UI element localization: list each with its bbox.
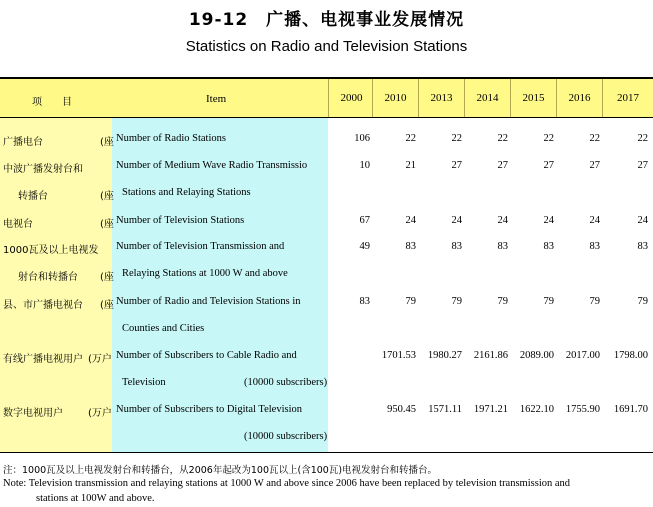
row-6-item-en-line-1: Number of Subscribers to Digital Television <box>116 404 303 415</box>
row-2-value-2015: 24 <box>543 215 554 226</box>
year-header-4: 2015 <box>510 79 556 117</box>
row-2-value-2016: 24 <box>589 215 600 226</box>
page-subtitle: Statistics on Radio and Television Stations <box>185 38 468 55</box>
header-item-cn: 项 目 <box>32 97 72 108</box>
row-5-unit: (万户 <box>88 354 112 365</box>
row-4-value-2000: 83 <box>359 296 370 307</box>
row-5-value-2016: 2017.00 <box>565 350 600 361</box>
row-5-value-2010: 1701.53 <box>381 350 416 361</box>
row-1-item-cn-line-1: 中波广播发射台和 <box>3 164 83 175</box>
note-english-line-2: stations at 100W and above. <box>36 493 155 504</box>
row-3-value-2013: 83 <box>451 241 462 252</box>
row-3-item-cn-line-2: 射台和转播台 <box>18 272 78 283</box>
row-1-value-2017: 27 <box>637 160 648 171</box>
row-2-unit: (座 <box>100 219 114 230</box>
row-1-value-2014: 27 <box>497 160 508 171</box>
page-title: 19-12 广播、电视事业发展情况 <box>188 10 465 30</box>
row-1-item-en-line-2: Stations and Relaying Stations <box>122 187 251 198</box>
row-6-value-2014: 1971.21 <box>473 404 508 415</box>
row-3-value-2014: 83 <box>497 241 508 252</box>
header-item-en: Item <box>206 93 227 105</box>
row-1-value-2016: 27 <box>589 160 600 171</box>
row-3-item-cn-line-1: 1000瓦及以上电视发 <box>3 245 99 256</box>
row-0-item-en-line-1: Number of Radio Stations <box>116 133 226 144</box>
row-0-value-2017: 22 <box>637 133 648 144</box>
row-0-value-2000: 106 <box>354 133 370 144</box>
row-1-item-cn-line-2: 转播台 <box>18 191 48 202</box>
row-6-item-cn-line-1: 数字电视用户 <box>3 408 63 419</box>
note-chinese: 注：1000瓦及以上电视发射台和转播台，从2006年起改为100瓦以上(含100瓦)电视发射台和转播台。 <box>3 465 438 476</box>
row-0-value-2013: 22 <box>451 133 462 144</box>
row-2-value-2013: 24 <box>451 215 462 226</box>
row-6-value-2015: 1622.10 <box>519 404 554 415</box>
row-1-value-2010: 21 <box>405 160 416 171</box>
row-2-value-2017: 24 <box>637 215 648 226</box>
row-1-value-2013: 27 <box>451 160 462 171</box>
row-6-value-2016: 1755.90 <box>565 404 600 415</box>
row-6-en-unit: (10000 subscribers) <box>244 431 328 442</box>
row-0-item-cn-line-1: 广播电台 <box>3 137 43 148</box>
year-header-1: 2010 <box>372 79 418 117</box>
row-1-item-en-line-1: Number of Medium Wave Radio Transmissio <box>116 160 308 171</box>
row-4-item-en-line-1: Number of Radio and Television Stations in <box>116 296 301 307</box>
row-2-item-en-line-1: Number of Television Stations <box>116 215 245 226</box>
header-rule <box>0 117 653 118</box>
row-3-item-en-line-1: Number of Television Transmission and <box>116 241 285 252</box>
row-6-value-2017: 1691.70 <box>613 404 648 415</box>
row-2-item-cn-line-1: 电视台 <box>3 219 33 230</box>
top-rule <box>0 77 653 79</box>
row-4-unit: (座 <box>100 300 114 311</box>
row-3-value-2016: 83 <box>589 241 600 252</box>
year-header-0: 2000 <box>328 79 374 117</box>
row-0-value-2014: 22 <box>497 133 508 144</box>
row-2-value-2000: 67 <box>359 215 370 226</box>
row-0-value-2015: 22 <box>543 133 554 144</box>
row-3-value-2000: 49 <box>359 241 370 252</box>
row-5-item-cn-line-1: 有线广播电视用户 <box>3 354 83 365</box>
row-0-value-2016: 22 <box>589 133 600 144</box>
row-5-value-2013: 1980.27 <box>427 350 462 361</box>
bottom-rule <box>0 452 653 453</box>
row-1-value-2015: 27 <box>543 160 554 171</box>
year-header-6: 2017 <box>602 79 653 117</box>
row-6-value-2013: 1571.11 <box>428 404 462 415</box>
row-2-value-2014: 24 <box>497 215 508 226</box>
row-4-item-cn-line-1: 县、市广播电视台 <box>3 300 83 311</box>
year-header-3: 2014 <box>464 79 510 117</box>
year-header-2: 2013 <box>418 79 464 117</box>
row-0-unit: (座 <box>100 137 114 148</box>
row-5-item-en-line-2: Television <box>122 377 166 388</box>
row-3-value-2010: 83 <box>405 241 416 252</box>
row-5-value-2017: 1798.00 <box>613 350 648 361</box>
row-4-value-2013: 79 <box>451 296 462 307</box>
row-4-item-en-line-2: Counties and Cities <box>122 323 205 334</box>
row-1-unit: (座 <box>100 191 114 202</box>
row-4-value-2016: 79 <box>589 296 600 307</box>
row-1-value-2000: 10 <box>359 160 370 171</box>
row-3-unit: (座 <box>100 272 114 283</box>
row-6-value-2010: 950.45 <box>387 404 416 415</box>
row-3-value-2017: 83 <box>637 241 648 252</box>
row-2-value-2010: 24 <box>405 215 416 226</box>
row-3-item-en-line-2: Relaying Stations at 1000 W and above <box>122 268 288 279</box>
row-4-value-2014: 79 <box>497 296 508 307</box>
year-header-5: 2016 <box>556 79 602 117</box>
row-5-en-unit: (10000 subscribers) <box>244 377 328 388</box>
row-0-value-2010: 22 <box>405 133 416 144</box>
row-4-value-2015: 79 <box>543 296 554 307</box>
row-5-item-en-line-1: Number of Subscribers to Cable Radio and <box>116 350 297 361</box>
row-5-value-2015: 2089.00 <box>519 350 554 361</box>
row-6-unit: (万户 <box>88 408 112 419</box>
row-4-value-2017: 79 <box>637 296 648 307</box>
row-3-value-2015: 83 <box>543 241 554 252</box>
note-english-line-1: Note: Television transmission and relaying stations at 1000 W and above since 2006 have been replaced by television transmission and <box>3 478 571 489</box>
row-4-value-2010: 79 <box>405 296 416 307</box>
row-5-value-2014: 2161.86 <box>473 350 508 361</box>
